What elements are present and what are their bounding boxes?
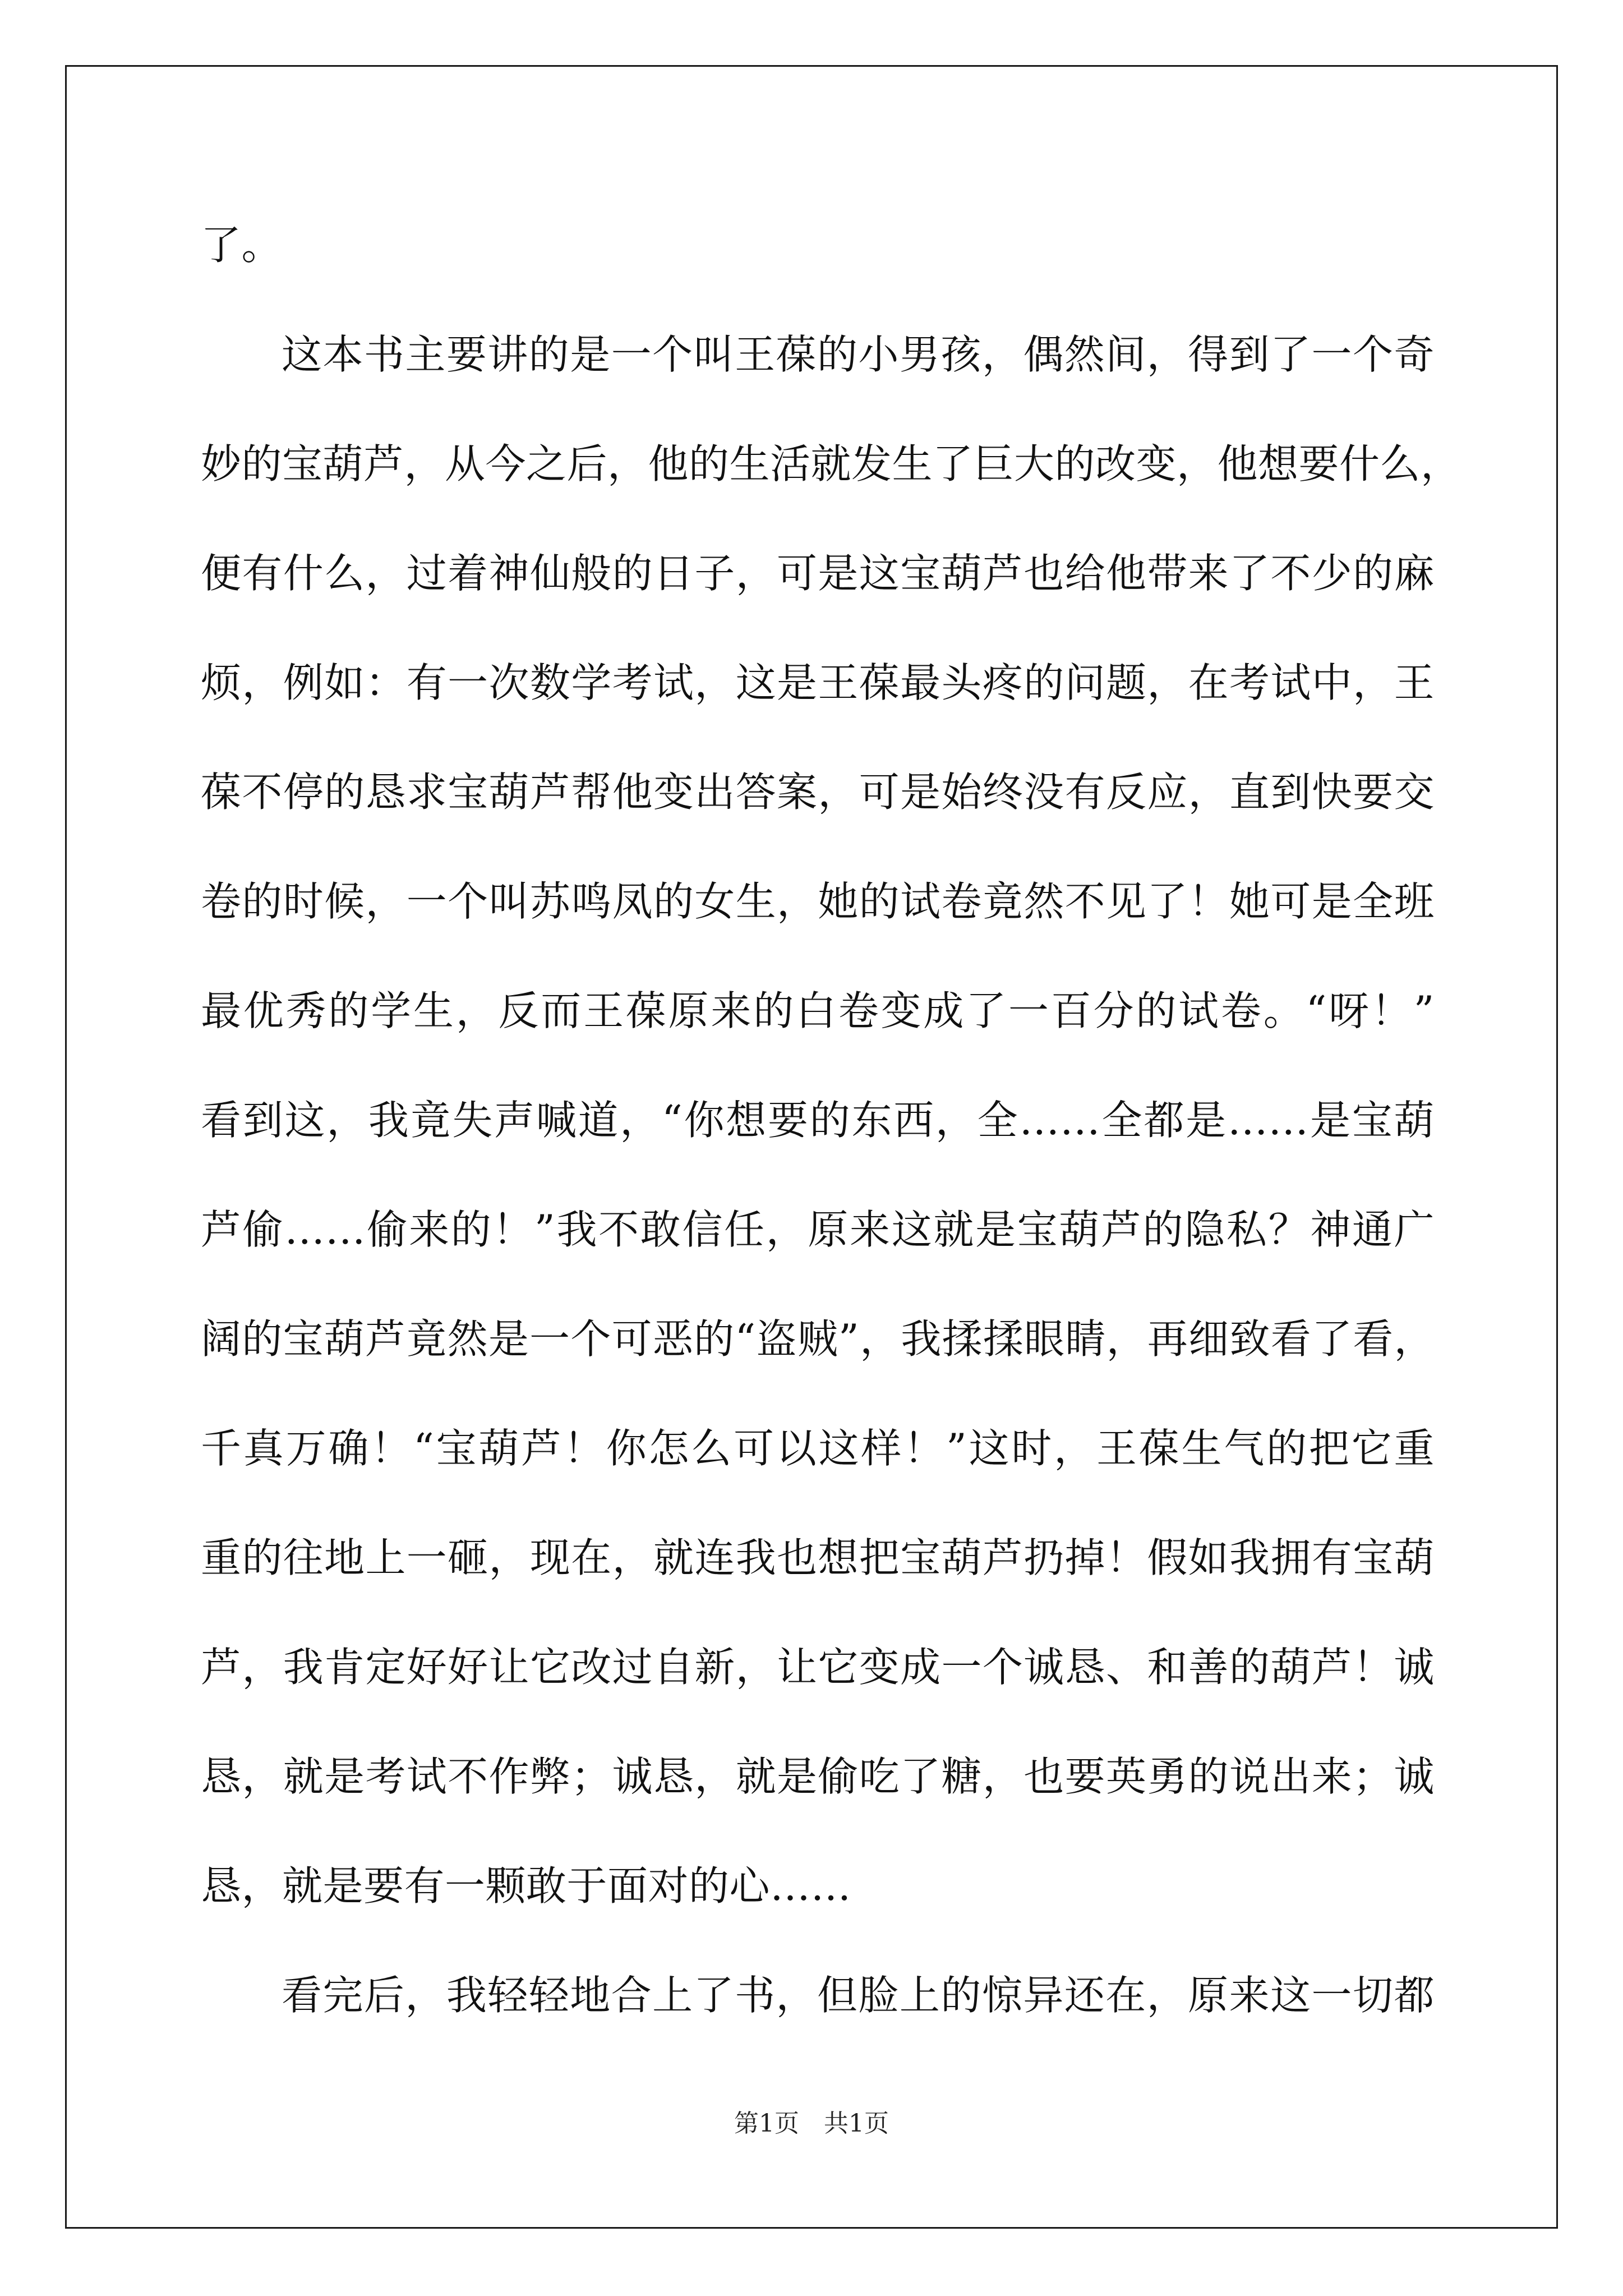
text-line-5: 烦，例如：有一次数学考试，这是王葆最头疼的问题，在考试中，王: [201, 659, 1435, 706]
text-line-7: 卷的时候，一个叫苏鸣凤的女生，她的试卷竟然不见了！她可是全班: [201, 878, 1435, 925]
text-line-17: 看完后，我轻轻地合上了书，但脸上的惊异还在，原来这一切都: [282, 1972, 1435, 2019]
text-line-6: 葆不停的恳求宝葫芦帮他变出答案，可是始终没有反应，直到快要交: [201, 769, 1435, 816]
text-line-10: 芦偷……偷来的！”我不敢信任，原来这就是宝葫芦的隐私？神通广: [201, 1206, 1435, 1253]
text-line-16: 恳，就是要有一颗敢于面对的心……: [201, 1862, 852, 1910]
text-line-11: 阔的宝葫芦竟然是一个可恶的“盗贼”，我揉揉眼睛，再细致看了看，: [201, 1315, 1435, 1363]
document-body: [201, 191, 1461, 2050]
text-line-14: 芦，我肯定好好让它改过自新，让它变成一个诚恳、和善的葫芦！诚: [201, 1644, 1435, 1691]
text-line-1: 了。: [201, 222, 283, 269]
text-line-8: 最优秀的学生，反而王葆原来的白卷变成了一百分的试卷。“呀！”: [201, 987, 1435, 1034]
text-line-4: 便有什么，过着神仙般的日子，可是这宝葫芦也给他带来了不少的麻: [201, 550, 1435, 597]
text-line-12: 千真万确！“宝葫芦！你怎么可以这样！”这时，王葆生气的把它重: [201, 1425, 1435, 1472]
text-line-13: 重的往地上一砸，现在，就连我也想把宝葫芦扔掉！假如我拥有宝葫: [201, 1534, 1435, 1581]
text-line-2: 这本书主要讲的是一个叫王葆的小男孩，偶然间，得到了一个奇: [282, 331, 1435, 378]
text-line-3: 妙的宝葫芦，从今之后，他的生活就发生了巨大的改变，他想要什么，: [201, 440, 1461, 487]
text-line-15: 恳，就是考试不作弊；诚恳，就是偷吃了糖，也要英勇的说出来；诚: [201, 1753, 1435, 1800]
page-number-footer: 第1页 共1页: [734, 2109, 889, 2138]
text-line-9: 看到这，我竟失声喊道，“你想要的东西，全……全都是……是宝葫: [201, 1097, 1435, 1144]
